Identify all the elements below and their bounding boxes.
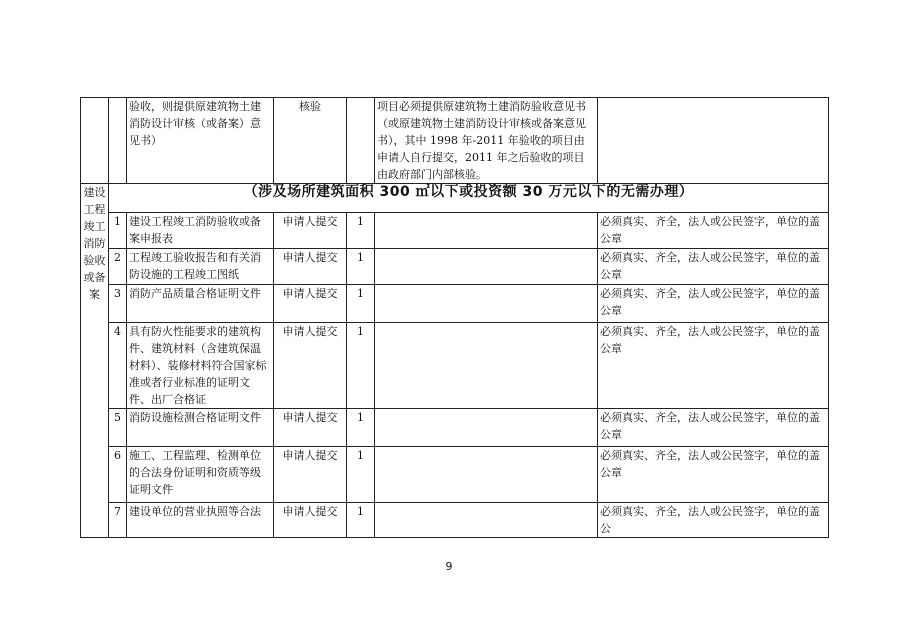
material-cell: 建设工程竣工消防验收或备案申报表 bbox=[127, 213, 274, 249]
material-cell: 消防产品质量合格证明文件 bbox=[127, 285, 274, 323]
row-number: 2 bbox=[109, 249, 127, 285]
banner-row bbox=[81, 184, 829, 213]
method-cell: 申请人提交 bbox=[274, 409, 347, 447]
copies-cell: 1 bbox=[347, 447, 375, 503]
category-cell-prev bbox=[81, 98, 109, 184]
requirement-cell: 必须真实、齐全，法人或公民签字，单位的盖公章 bbox=[598, 447, 829, 503]
material-cell: 施工、工程监理、检测单位的合法身份证明和资质等级证明文件 bbox=[127, 447, 274, 503]
method-cell: 申请人提交 bbox=[274, 503, 347, 538]
copies-cell: 1 bbox=[347, 503, 375, 538]
table-row bbox=[81, 213, 829, 249]
note-cell bbox=[375, 323, 598, 409]
row-number: 7 bbox=[109, 503, 127, 538]
table-row bbox=[81, 447, 829, 503]
copies-cell: 1 bbox=[347, 323, 375, 409]
note-cell bbox=[375, 213, 598, 249]
method-cell: 申请人提交 bbox=[274, 213, 347, 249]
method-cell: 申请人提交 bbox=[274, 447, 347, 503]
requirement-cell: 必须真实、齐全，法人或公民签字，单位的盖公章 bbox=[598, 249, 829, 285]
row-number: 3 bbox=[109, 285, 127, 323]
method-cell: 申请人提交 bbox=[274, 323, 347, 409]
requirements-table bbox=[80, 97, 829, 538]
table-row bbox=[81, 409, 829, 447]
requirement-cell: 必须真实、齐全，法人或公民签字，单位的盖公 bbox=[598, 503, 829, 538]
note-cell bbox=[375, 503, 598, 538]
requirement-cell: 必须真实、齐全，法人或公民签字，单位的盖公章 bbox=[598, 213, 829, 249]
method-cell: 申请人提交 bbox=[274, 249, 347, 285]
table-row bbox=[81, 503, 829, 538]
table-row bbox=[81, 323, 829, 409]
table-row bbox=[81, 285, 829, 323]
note-cell bbox=[375, 447, 598, 503]
requirement-cell: 必须真实、齐全，法人或公民签字，单位的盖公章 bbox=[598, 323, 829, 409]
material-cell: 建设单位的营业执照等合法 bbox=[127, 503, 274, 538]
copies-cell: 1 bbox=[347, 249, 375, 285]
requirement-cell: 必须真实、齐全，法人或公民签字，单位的盖公章 bbox=[598, 285, 829, 323]
material-cell: 消防设施检测合格证明文件 bbox=[127, 409, 274, 447]
category-cell: 建设工程竣工消防验收或备案 bbox=[81, 184, 109, 538]
material-cell: 工程竣工验收报告和有关消防设施的工程竣工图纸 bbox=[127, 249, 274, 285]
table-row bbox=[81, 249, 829, 285]
material-cell: 具有防火性能要求的建筑构件、建筑材料（含建筑保温材料）、装修材料符合国家标准或者行业标准的证明文件、出厂合格证 bbox=[127, 323, 274, 409]
row-number: 4 bbox=[109, 323, 127, 409]
page-number: 9 bbox=[445, 560, 453, 573]
continuation-row bbox=[81, 98, 829, 184]
note-cell bbox=[375, 409, 598, 447]
note-cell bbox=[375, 249, 598, 285]
method-cell: 核验 bbox=[274, 98, 347, 184]
row-number: 1 bbox=[109, 213, 127, 249]
method-cell: 申请人提交 bbox=[274, 285, 347, 323]
banner-text: （涉及场所建筑面积 300 ㎡以下或投资额 30 万元以下的无需办理） bbox=[109, 184, 829, 213]
row-number: 5 bbox=[109, 409, 127, 447]
num-cell-prev bbox=[109, 98, 127, 184]
row-number: 6 bbox=[109, 447, 127, 503]
note-cell bbox=[375, 285, 598, 323]
copies-cell bbox=[347, 98, 375, 184]
copies-cell: 1 bbox=[347, 213, 375, 249]
copies-cell: 1 bbox=[347, 409, 375, 447]
material-cell: 验收，则提供原建筑物土建消防设计审核（或备案）意见书） bbox=[127, 98, 274, 184]
copies-cell: 1 bbox=[347, 285, 375, 323]
requirement-cell: 必须真实、齐全，法人或公民签字，单位的盖公章 bbox=[598, 409, 829, 447]
requirement-cell bbox=[598, 98, 829, 184]
note-cell: 项目必须提供原建筑物土建消防验收意见书（或原建筑物土建消防设计审核或备案意见书），其中 1998 年-2011 年验收的项目由申请人自行提交，2011 年之后验收的项目由政府部门内部核验。 bbox=[375, 98, 598, 184]
